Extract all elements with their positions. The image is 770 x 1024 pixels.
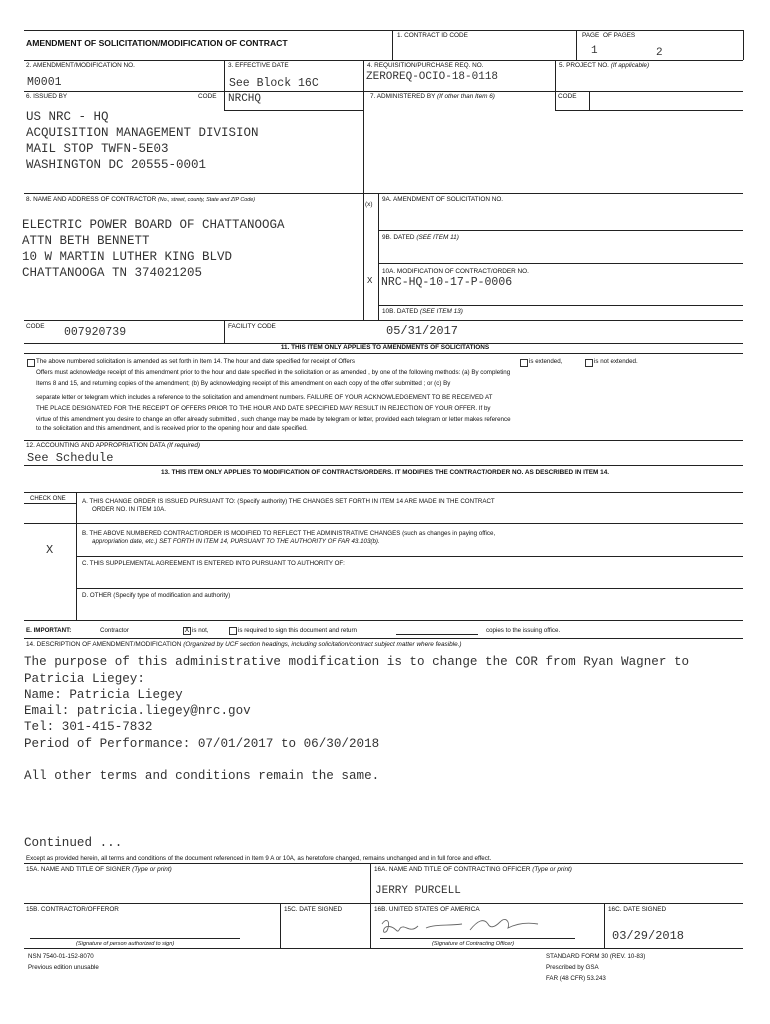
date-signed-15c-label: 15C. DATE SIGNED — [284, 906, 343, 913]
check-one-label: CHECK ONE — [30, 496, 66, 502]
rule — [24, 638, 743, 639]
contract-id-code-label: 1. CONTRACT ID CODE — [397, 32, 468, 39]
description-line: Tel: 301-415-7832 — [24, 720, 153, 734]
amendment-no: M0001 — [27, 76, 62, 89]
contractor-line: ELECTRIC POWER BOARD OF CHATTANOOGA — [22, 218, 285, 232]
rule — [24, 503, 76, 504]
project-no-label: 5. PROJECT NO. (If applicable) — [559, 62, 650, 69]
code7-label: CODE — [558, 93, 577, 100]
item11-heading: 11. THIS ITEM ONLY APPLIES TO AMENDMENTS OF SOLICITATIONS — [280, 344, 490, 351]
page-number: 1 — [591, 45, 598, 57]
page-label: PAGE — [582, 32, 600, 39]
total-pages: 2 — [656, 47, 663, 59]
signature-person-caption: (Signature of person authorized to sign) — [76, 941, 175, 947]
rule — [76, 492, 77, 620]
date-signed-16c-label: 16C. DATE SIGNED — [608, 906, 667, 913]
contractor-code: 007920739 — [64, 326, 127, 339]
rule — [224, 60, 225, 110]
modification-x-mark: X — [367, 276, 373, 285]
effective-date-label: 3. EFFECTIVE DATE — [228, 62, 289, 69]
rule — [24, 903, 743, 904]
item11-text: The above numbered solicitation is amended as set forth in Item 14. The hour and date specified for receipt of Offers — [36, 358, 355, 365]
description-line: The purpose of this administrative modification is to change the COR from Ryan Wagner to — [24, 655, 690, 669]
rule — [24, 91, 743, 92]
rule — [76, 556, 743, 557]
contractor-offeror-label: 15B. CONTRACTOR/OFFEROR — [26, 906, 119, 913]
dated-10b-label: 10B. DATED (SEE ITEM 13) — [382, 308, 463, 315]
contractor-code-label: CODE — [26, 323, 45, 330]
item11-text: THE PLACE DESIGNATED FOR THE RECEIPT OF OFFERS PRIOR TO THE HOUR AND DATE SPECIFIED MAY RESULT IN REJECTION OF YOUR OFFER. If by — [36, 405, 491, 412]
item11-text: Offers must acknowledge receipt of this amendment prior to the hour and date specified in the solicitation or as amended , by one of the following methods: (a) By completing — [36, 369, 511, 376]
is-required-checkbox[interactable] — [229, 627, 237, 635]
form-title: AMENDMENT OF SOLICITATION/MODIFICATION OF CONTRACT — [26, 38, 288, 48]
usa-label: 16B. UNITED STATES OF AMERICA — [374, 906, 480, 913]
continued-label: Continued ... — [24, 836, 123, 850]
is-required-label: is required to sign this document and return — [238, 627, 358, 634]
rule — [378, 263, 743, 264]
rule — [378, 230, 743, 231]
description-line: Period of Performance: 07/01/2017 to 06/30/2018 — [24, 737, 380, 751]
issuer-line: US NRC - HQ — [26, 110, 109, 124]
rule — [224, 320, 225, 343]
is-not-extended-label: is not extended. — [594, 358, 638, 365]
prescribed-text: Prescribed by GSA — [546, 964, 599, 971]
item13-heading: 13. THIS ITEM ONLY APPLIES TO MODIFICATION OF CONTRACTS/ORDERS. IT MODIFIES THE CONTRACT/ORDER NO. AS DESCRIBED IN ITEM 14. — [160, 469, 610, 476]
rule — [589, 91, 590, 111]
important-label: E. IMPORTANT: — [26, 627, 72, 634]
description-line: Email: patricia.liegey@nrc.gov — [24, 704, 251, 718]
effective-date: See Block 16C — [229, 77, 319, 90]
option-c-text[interactable]: C. THIS SUPPLEMENTAL AGREEMENT IS ENTERED INTO PURSUANT TO AUTHORITY OF: — [82, 560, 345, 567]
rule — [24, 353, 743, 354]
requisition-no: ZEROREQ-OCIO-18-0118 — [366, 71, 499, 83]
item11-checkbox[interactable] — [27, 359, 35, 367]
item11-text: separate letter or telegram which includes a reference to the solicitation and amendment numbers. FAILURE OF YOUR ACKNOWLEDGEMENT TO BE RECEIVED AT — [36, 394, 493, 401]
option-b-x-mark[interactable]: X — [46, 543, 54, 557]
signer-label: 15A. NAME AND TITLE OF SIGNER (Type or print) — [26, 866, 172, 873]
rule — [280, 903, 281, 948]
is-not-checkbox[interactable]: X — [184, 627, 190, 634]
description-line: Patricia Liegey: — [24, 672, 145, 686]
of-pages-label: OF PAGES — [603, 32, 636, 39]
item11-text: Items 8 and 15, and returning copies of the amendment; (b) By acknowledging receipt of this amendment on each copy of the offer submitted ; or (c) By — [36, 380, 451, 387]
item11-text: to the solicitation and this amendment, and is received prior to the opening hour and date specified. — [36, 425, 308, 432]
amendment-no-label: 2. AMENDMENT/MODIFICATION NO. — [26, 62, 135, 69]
rule — [24, 440, 743, 441]
rule — [24, 620, 743, 621]
important-contractor: Contractor — [100, 627, 129, 634]
option-b-text[interactable]: B. THE ABOVE NUMBERED CONTRACT/ORDER IS MODIFIED TO REFLECT THE ADMINISTRATIVE CHANGES (such as changes in paying office, — [82, 530, 496, 537]
officer-name: JERRY PURCELL — [375, 885, 461, 897]
rule — [24, 523, 743, 524]
accounting-label: 12. ACCOUNTING AND APPROPRIATION DATA (If required) — [26, 442, 201, 449]
rule — [370, 863, 371, 948]
rule — [24, 193, 743, 194]
nsn-text: NSN 7540-01-152-8070 — [28, 953, 94, 960]
rule — [224, 110, 363, 111]
rule — [24, 465, 743, 466]
rule — [604, 903, 605, 948]
issuer-code: NRCHQ — [228, 93, 262, 105]
rule — [24, 948, 743, 949]
rule — [76, 588, 743, 589]
rule — [743, 30, 744, 60]
amend-solicitation-label: 9A. AMENDMENT OF SOLICITATION NO. — [382, 196, 504, 203]
officer-signature — [376, 914, 556, 940]
issuer-line: MAIL STOP TWFN-5E03 — [26, 142, 169, 156]
rule — [555, 110, 743, 111]
option-a-text: ORDER NO. IN ITEM 10A. — [92, 506, 166, 513]
description-label: 14. DESCRIPTION OF AMENDMENT/MODIFICATION (Organized by UCF section headings, including solicitation/contract subject matter where feasible.) — [26, 641, 462, 648]
issuer-line: WASHINGTON DC 20555-0001 — [26, 158, 207, 172]
except-text: Except as provided herein, all terms and conditions of the document referenced in Item 9 A or 10A, as heretofore changed, remains unchanged and in full force and effect. — [26, 855, 492, 862]
dated-9b-label: 9B. DATED (SEE ITEM 11) — [382, 234, 459, 241]
rule — [392, 30, 393, 60]
rule — [24, 863, 743, 864]
dated-10b-value: 05/31/2017 — [386, 324, 459, 338]
description-line: All other terms and conditions remain the same. — [24, 769, 380, 783]
rule — [30, 938, 240, 939]
copies-blank — [396, 634, 478, 635]
description-line: Name: Patricia Liegey — [24, 688, 183, 702]
contractor-label: 8. NAME AND ADDRESS OF CONTRACTOR (No., street, county, State and ZIP Code) — [26, 196, 256, 203]
modification-no: NRC-HQ-10-17-P-0006 — [381, 276, 513, 289]
modification-label: 10A. MODIFICATION OF CONTRACT/ORDER NO. — [382, 268, 529, 275]
contractor-line: ATTN BETH BENNETT — [22, 234, 150, 248]
rule — [363, 60, 364, 320]
date-16c-value: 03/29/2018 — [612, 929, 685, 943]
contractor-line: 10 W MARTIN LUTHER KING BLVD — [22, 250, 233, 264]
previous-edition-text: Previous edition unusable — [28, 964, 99, 971]
rule — [555, 91, 556, 111]
option-a-text[interactable]: A. THIS CHANGE ORDER IS ISSUED PURSUANT TO: (Specify authority) THE CHANGES SET FORTH IN ITEM 14 ARE MADE IN THE CONTRACT — [82, 498, 495, 505]
administered-by-label: 7. ADMINISTERED BY (If other than Item 6) — [370, 93, 495, 100]
option-b-text: appropriation date, etc.) SET FORTH IN ITEM 14, PURSUANT TO THE AUTHORITY OF FAR 43.103(b). — [92, 538, 380, 545]
rule — [24, 30, 743, 31]
is-extended-checkbox[interactable] — [520, 359, 528, 367]
option-d-text[interactable]: D. OTHER (Specify type of modification and authority) — [82, 592, 231, 599]
signature-officer-caption: (Signature of Contracting Officer) — [432, 941, 515, 947]
officer-label: 16A. NAME AND TITLE OF CONTRACTING OFFICER (Type or print) — [374, 866, 572, 873]
is-not-extended-checkbox[interactable] — [585, 359, 593, 367]
contractor-line: CHATTANOOGA TN 374021205 — [22, 266, 203, 280]
rule — [24, 492, 743, 493]
rule — [378, 305, 743, 306]
rule — [555, 60, 556, 91]
rule — [576, 30, 577, 60]
code-label: CODE — [198, 93, 217, 100]
issuer-line: ACQUISITION MANAGEMENT DIVISION — [26, 126, 259, 140]
rule — [378, 193, 379, 320]
rule — [24, 60, 743, 61]
item11-text: virtue of this amendment you desire to change an offer already submitted , such change may be made by telegram or letter, provided each telegram or letter makes reference — [36, 416, 511, 423]
x-column-header: (x) — [365, 201, 373, 208]
accounting-value: See Schedule — [27, 451, 114, 465]
far-text: FAR (48 CFR) 53.243 — [546, 975, 606, 982]
copies-label: copies to the issuing office. — [486, 627, 561, 634]
is-not-label: is not, — [192, 627, 209, 634]
requisition-label: 4. REQUISITION/PURCHASE REQ. NO. — [367, 62, 484, 69]
facility-code-label: FACILITY CODE — [228, 323, 276, 330]
standard-form-text: STANDARD FORM 30 (REV. 10-83) — [546, 953, 646, 960]
issued-by-label: 6. ISSUED BY — [26, 93, 68, 100]
rule — [24, 320, 743, 321]
is-extended-label: is extended, — [529, 358, 563, 365]
